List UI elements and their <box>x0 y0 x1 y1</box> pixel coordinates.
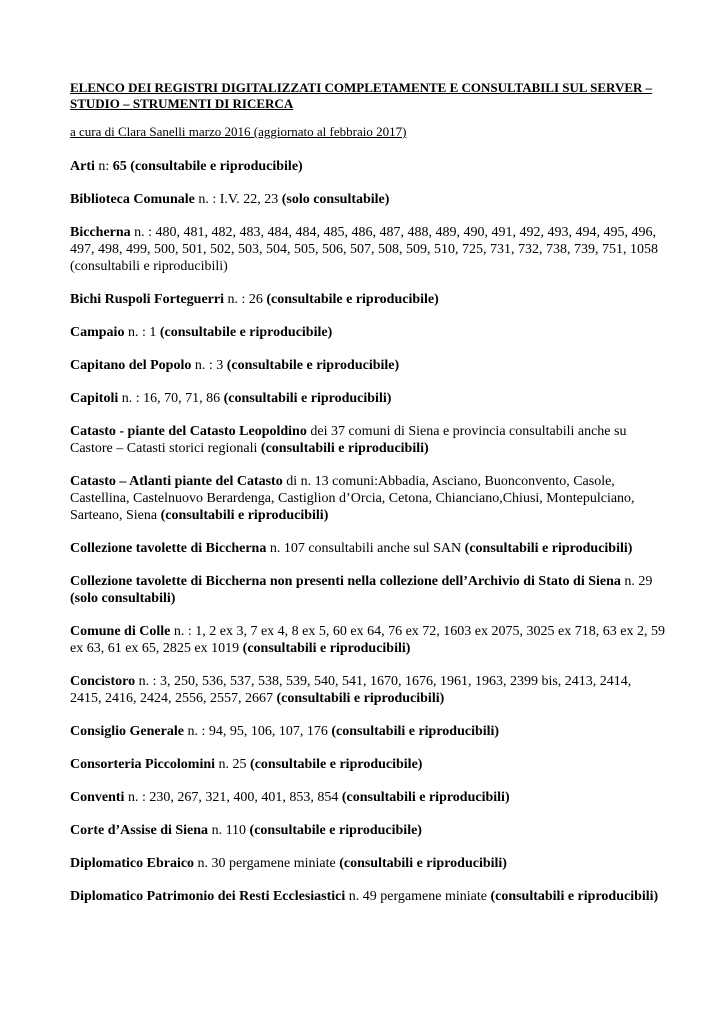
registry-name: Collezione tavolette di Biccherna <box>70 541 267 556</box>
registry-name: Consiglio Generale <box>70 724 184 739</box>
registry-detail: di n. 13 comuni:Abbadia, Asciano, Buonconvento, Casole, Castellina, Castelnuovo Berardenga, Castiglion d’Orcia, Cetona, Chianciano,Chiusi, Montepulciano, Sarteano, Siena <box>70 474 635 523</box>
registry-detail: n. : 3, 250, 536, 537, 538, 539, 540, 541, 1670, 1676, 1961, 1963, 2399 bis, 2413, 2414, 2415, 2416, 2424, 2556, 2557, 2667 <box>70 674 632 706</box>
registry-name: Concistoro <box>70 674 136 689</box>
registry-entry <box>70 473 665 524</box>
registry-entry <box>70 855 665 872</box>
document-title: ELENCO DEI REGISTRI DIGITALIZZATI COMPLETAMENTE E CONSULTABILI SUL SERVER – STUDIO – STRUMENTI DI RICERCA <box>70 80 653 111</box>
registry-detail: n. 107 consultabili anche sul SAN <box>266 541 465 556</box>
registry-detail: n. : 230, 267, 321, 400, 401, 853, 854 <box>124 790 342 805</box>
registry-status: (consultabili e riproducibili) <box>339 856 507 871</box>
registry-detail: n. 49 pergamene miniate <box>345 889 491 904</box>
registry-name: Comune di Colle <box>70 624 171 639</box>
registry-entry <box>70 158 665 175</box>
registry-entry <box>70 390 665 407</box>
document-subtitle: a cura di Clara Sanelli marzo 2016 (aggiornato al febbraio 2017) <box>70 124 407 139</box>
registry-detail: n. : I.V. 22, 23 <box>194 192 282 207</box>
registry-detail: n: <box>94 159 113 174</box>
registry-number: 65 <box>112 159 127 174</box>
registry-detail: n. : 1, 2 ex 3, 7 ex 4, 8 ex 5, 60 ex 64, 76 ex 72, 1603 ex 2075, 3025 ex 718, 63 ex 2, 59 ex 63, 61 ex 65, 2825 ex 1019 <box>70 624 665 656</box>
registry-status: (consultabili e riproducibili) <box>341 790 510 805</box>
registry-status: (solo consultabile) <box>281 192 390 207</box>
registry-status: (consultabili e riproducibili) <box>260 441 429 456</box>
registry-entry <box>70 888 665 905</box>
registry-detail: n. : 480, 481, 482, 483, 484, 484, 485, 486, 487, 488, 489, 490, 491, 492, 493, 494, 495, 496, 497, 498, 499, 500, 501, 502, 503, 504, 505, 506, 507, 508, 509, 510, 725, 731, 732, 738, 739, 751, 1058 (consultabili e riproducibili) <box>70 225 658 274</box>
registry-entry <box>70 756 665 773</box>
registry-status: (consultabili e riproducibili) <box>490 889 659 904</box>
registry-name: Diplomatico Patrimonio dei Resti Ecclesiastici <box>70 889 346 904</box>
registry-name: Corte d’Assise di Siena <box>70 823 209 838</box>
registry-entry <box>70 623 665 657</box>
registry-name: Conventi <box>70 790 125 805</box>
registry-status: (solo consultabili) <box>70 591 176 606</box>
registry-entry <box>70 324 665 341</box>
registry-status: (consultabili e riproducibili) <box>331 724 500 739</box>
registry-entry <box>70 224 665 275</box>
registry-entry <box>70 357 665 374</box>
registry-detail: n. : 3 <box>191 358 227 373</box>
registry-name: Capitoli <box>70 391 119 406</box>
registry-status: (consultabili e riproducibili) <box>242 641 411 656</box>
registry-entry <box>70 291 665 308</box>
registry-entry <box>70 423 665 457</box>
registry-detail: n. 29 <box>620 574 653 589</box>
registry-status: (consultabile e riproducibile) <box>159 325 333 340</box>
registry-entry <box>70 723 665 740</box>
registry-name: Bichi Ruspoli Forteguerri <box>70 292 224 307</box>
registry-entry <box>70 540 665 557</box>
registry-status: (consultabile e riproducibile) <box>226 358 400 373</box>
registry-detail: dei 37 comuni di Siena e provincia consultabili anche su Castore – Catasti storici regionali <box>70 424 627 456</box>
registry-detail: n. 110 <box>208 823 250 838</box>
registry-list <box>70 158 665 905</box>
registry-entry <box>70 822 665 839</box>
registry-entry <box>70 673 665 707</box>
registry-name: Collezione tavolette di Biccherna non presenti nella collezione dell’Archivio di Stato di Siena <box>70 574 621 589</box>
registry-detail: n. : 94, 95, 106, 107, 176 <box>183 724 332 739</box>
registry-name: Biccherna <box>70 225 131 240</box>
registry-name: Catasto – Atlanti piante del Catasto <box>70 474 283 489</box>
registry-status: (consultabile e riproducibile) <box>266 292 439 307</box>
registry-name: Diplomatico Ebraico <box>70 856 195 871</box>
registry-detail: n. 25 <box>215 757 251 772</box>
registry-name: Arti <box>70 159 95 174</box>
registry-status: (consultabili e riproducibili) <box>464 541 633 556</box>
registry-detail: n. : 16, 70, 71, 86 <box>118 391 224 406</box>
registry-name: Consorteria Piccolomini <box>70 757 216 772</box>
registry-entry <box>70 573 665 607</box>
registry-name: Capitano del Popolo <box>70 358 192 373</box>
registry-entry <box>70 789 665 806</box>
registry-detail: n. : 1 <box>124 325 160 340</box>
registry-detail: n. : 26 <box>224 292 267 307</box>
registry-status: (consultabile e riproducibile) <box>126 159 303 174</box>
registry-status: (consultabile e riproducibile) <box>250 757 423 772</box>
registry-detail: n. 30 pergamene miniate <box>194 856 340 871</box>
registry-status: (consultabili e riproducibili) <box>276 691 445 706</box>
registry-status: (consultabile e riproducibile) <box>249 823 422 838</box>
registry-status: (consultabili e riproducibili) <box>160 508 329 523</box>
registry-entry <box>70 191 665 208</box>
registry-status: (consultabili e riproducibili) <box>223 391 392 406</box>
registry-name: Catasto - piante del Catasto Leopoldino <box>70 424 307 439</box>
registry-name: Biblioteca Comunale <box>70 192 195 207</box>
registry-name: Campaio <box>70 325 125 340</box>
